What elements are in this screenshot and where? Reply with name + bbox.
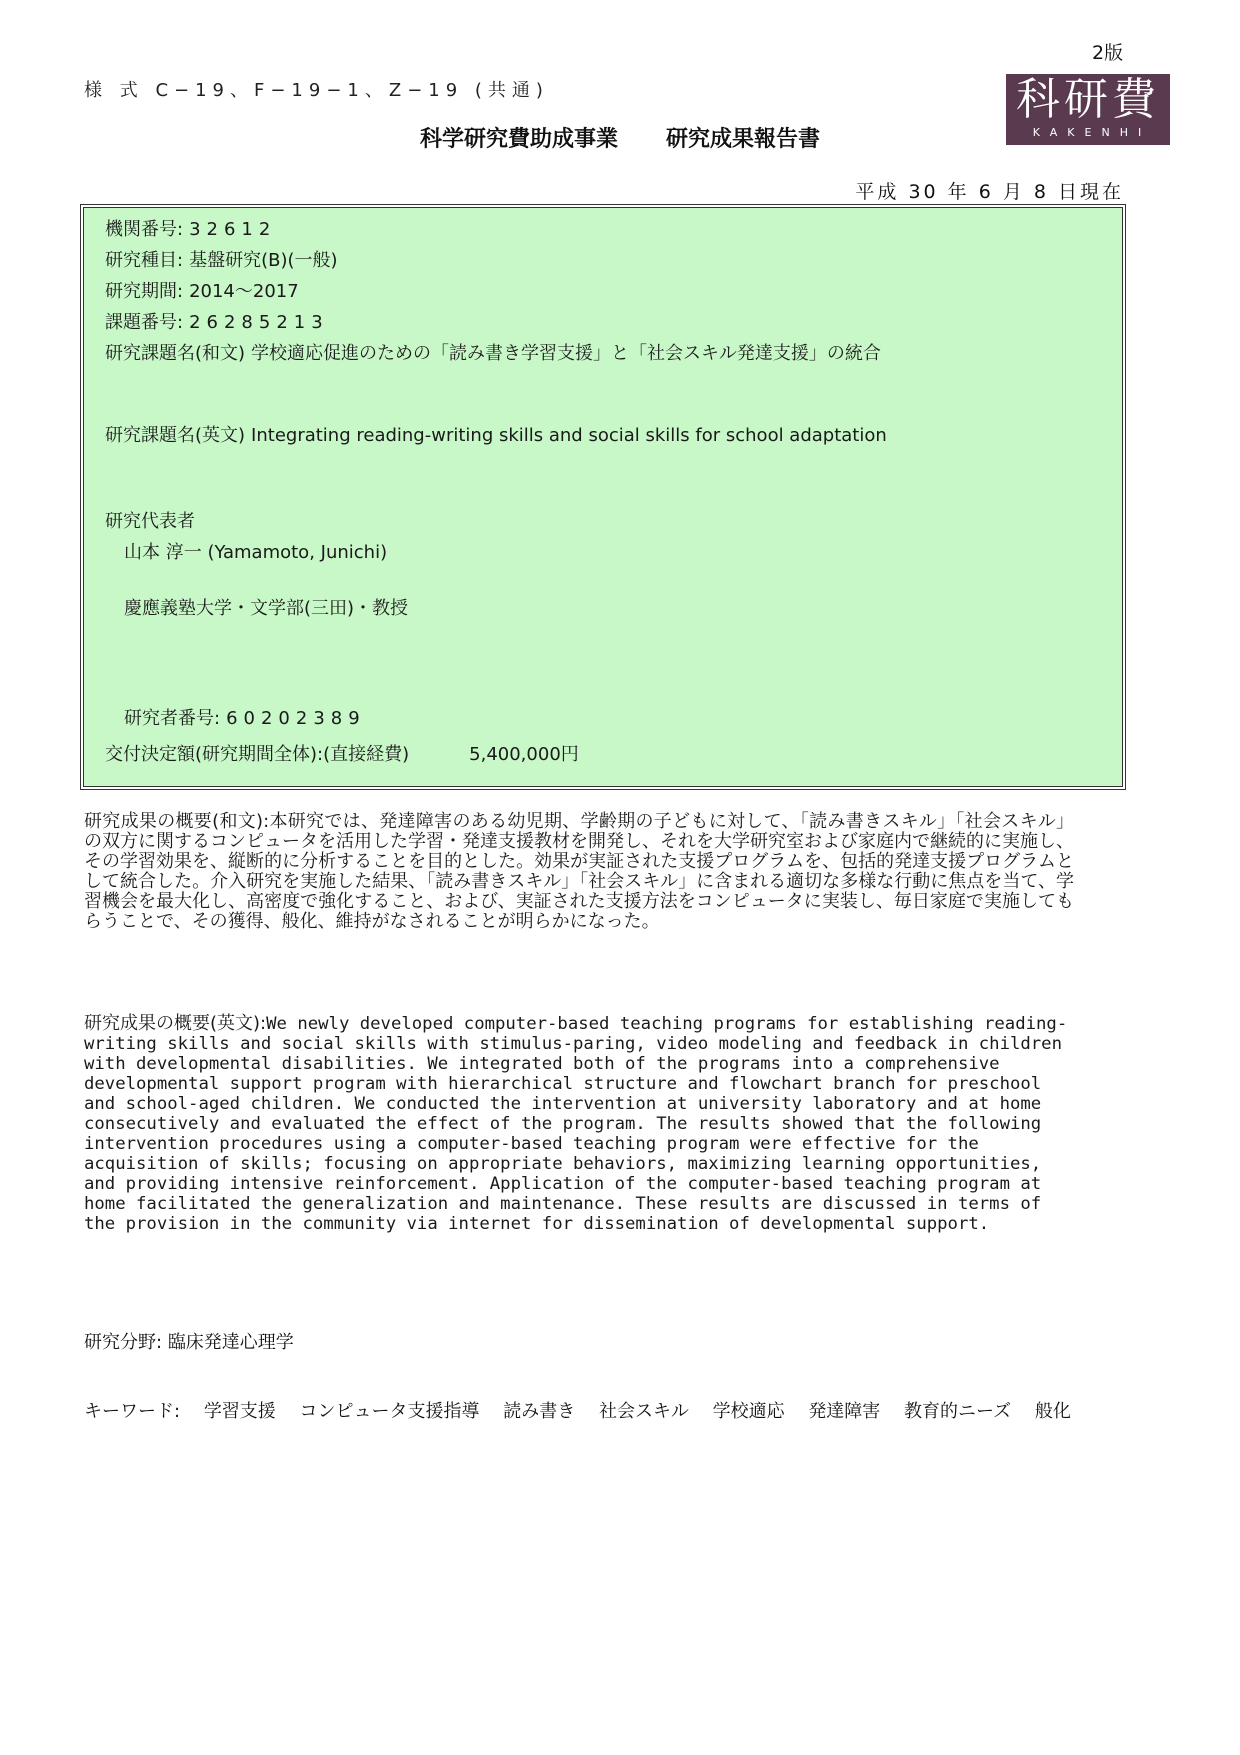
title-ja-value: 学校適応促進のための「読み書き学習支援」と「社会スキル発達支援」の統合 [251, 343, 881, 364]
research-field [84, 1328, 294, 1354]
project-info-box [83, 207, 1123, 787]
version-label: 2版 [1092, 42, 1124, 64]
institution-label: 機関番号: [105, 219, 184, 240]
title-en-value: Integrating reading-writing skills and social skills for school adaptation [251, 425, 887, 446]
grant-label: 交付決定額(研究期間全体):(直接経費) [105, 744, 410, 765]
title-en-row [105, 421, 887, 447]
summary-ja-label: 研究成果の概要(和文): [84, 811, 270, 832]
keyword: 社会スキル [599, 1401, 689, 1422]
category-row [105, 246, 338, 272]
period-value: 2014〜2017 [189, 281, 299, 302]
logo-sub-text: KAKENHI [1032, 126, 1152, 139]
keyword: 学習支援 [203, 1401, 276, 1422]
period-label: 研究期間: [105, 281, 184, 302]
institution-row [105, 215, 276, 241]
summary-ja [84, 812, 1074, 932]
researcher-number-row [124, 704, 366, 730]
grant-row [105, 740, 579, 766]
title-program: 科学研究費助成事業 [419, 127, 618, 152]
summary-ja-text: 本研究では、発達障害のある幼児期、学齢期の子どもに対して、「読み書きスキル」「社会スキル」の双方に関するコンピュータを活用した学習・発達支援教材を開発し、それを大学研究室および家庭内で継続的に実施し、その学習効果を、縦断的に分析することを目的とした。効果が実証された支援プログラムを、包括的発達支援プログラムとして統合した。介入研究を実施した結果、「読み書きスキル」「社会スキル」に含まれる適切な多様な行動に焦点を当て、学習機会を最大化し、高密度で強化すること、および、実証された支援方法をコンピュータに実装し、毎日家庭で実施してもらうことで、その獲得、般化、維持がなされることが明らかになった。 [84, 811, 1075, 932]
summary-en-label: 研究成果の概要(英文): [84, 1013, 267, 1034]
period-row [105, 277, 299, 303]
report-date: 平成 30 年 6 月 8 日現在 [855, 181, 1124, 203]
keywords-label: キーワード: [84, 1401, 181, 1422]
keyword: 学校適応 [712, 1401, 785, 1422]
category-value: 基盤研究(B)(一般) [189, 250, 338, 271]
pi-name: 山本 淳一 (Yamamoto, Junichi) [124, 542, 388, 563]
summary-en [84, 1014, 1074, 1234]
title-ja-row [105, 339, 881, 365]
keywords [84, 1397, 1071, 1423]
form-id: 様 式 C−19、F−19−1、Z−19 (共通) [84, 80, 549, 101]
institution-number: 32612 [189, 219, 277, 240]
title-report: 研究成果報告書 [666, 127, 821, 152]
keyword: 般化 [1034, 1401, 1071, 1422]
keyword: 読み書き [503, 1401, 576, 1422]
document-title [0, 122, 1240, 153]
keyword: 発達障害 [808, 1401, 881, 1422]
title-en-label: 研究課題名(英文) [105, 425, 246, 446]
researcher-number: 60202389 [226, 708, 366, 729]
pi-affiliation: 慶應義塾大学・文学部(三田)・教授 [124, 598, 409, 619]
keyword: コンピュータ支援指導 [299, 1401, 480, 1422]
pi-label: 研究代表者 [105, 511, 195, 532]
title-ja-label: 研究課題名(和文) [105, 343, 246, 364]
project-number-label: 課題番号: [105, 312, 184, 333]
project-number: 26285213 [189, 312, 329, 333]
researcher-number-label: 研究者番号: [124, 708, 221, 729]
keyword: 教育的ニーズ [904, 1401, 1012, 1422]
category-label: 研究種目: [105, 250, 184, 271]
project-number-row [105, 308, 329, 334]
summary-en-text: We newly developed computer-based teaching programs for establishing reading-writing skills and social skills with stimulus-paring, video modeling and feedback in children with developmental disabilities. We integrated both of the programs into a comprehensive developmental support program with hierarchical structure and flowchart branch for preschool and school-aged children. We conducted the intervention at university laboratory and at home consecutively and evaluated the effect of the program. The results showed that the following intervention procedures using a computer-based teaching program were effective for the acquisition of skills; focusing on appropriate behaviors, maximizing learning opportunities, and providing intensive reinforcement. Application of the computer-based teaching program at home facilitated the generalization and maintenance. These results are discussed in terms of the provision in the community via internet for dissemination of developmental support. [84, 1014, 1068, 1234]
logo-main-text: 科研費 [1016, 74, 1160, 125]
grant-amount: 5,400,000円 [469, 744, 579, 765]
research-field-value: 臨床発達心理学 [167, 1332, 294, 1353]
research-field-label: 研究分野: [84, 1332, 163, 1353]
